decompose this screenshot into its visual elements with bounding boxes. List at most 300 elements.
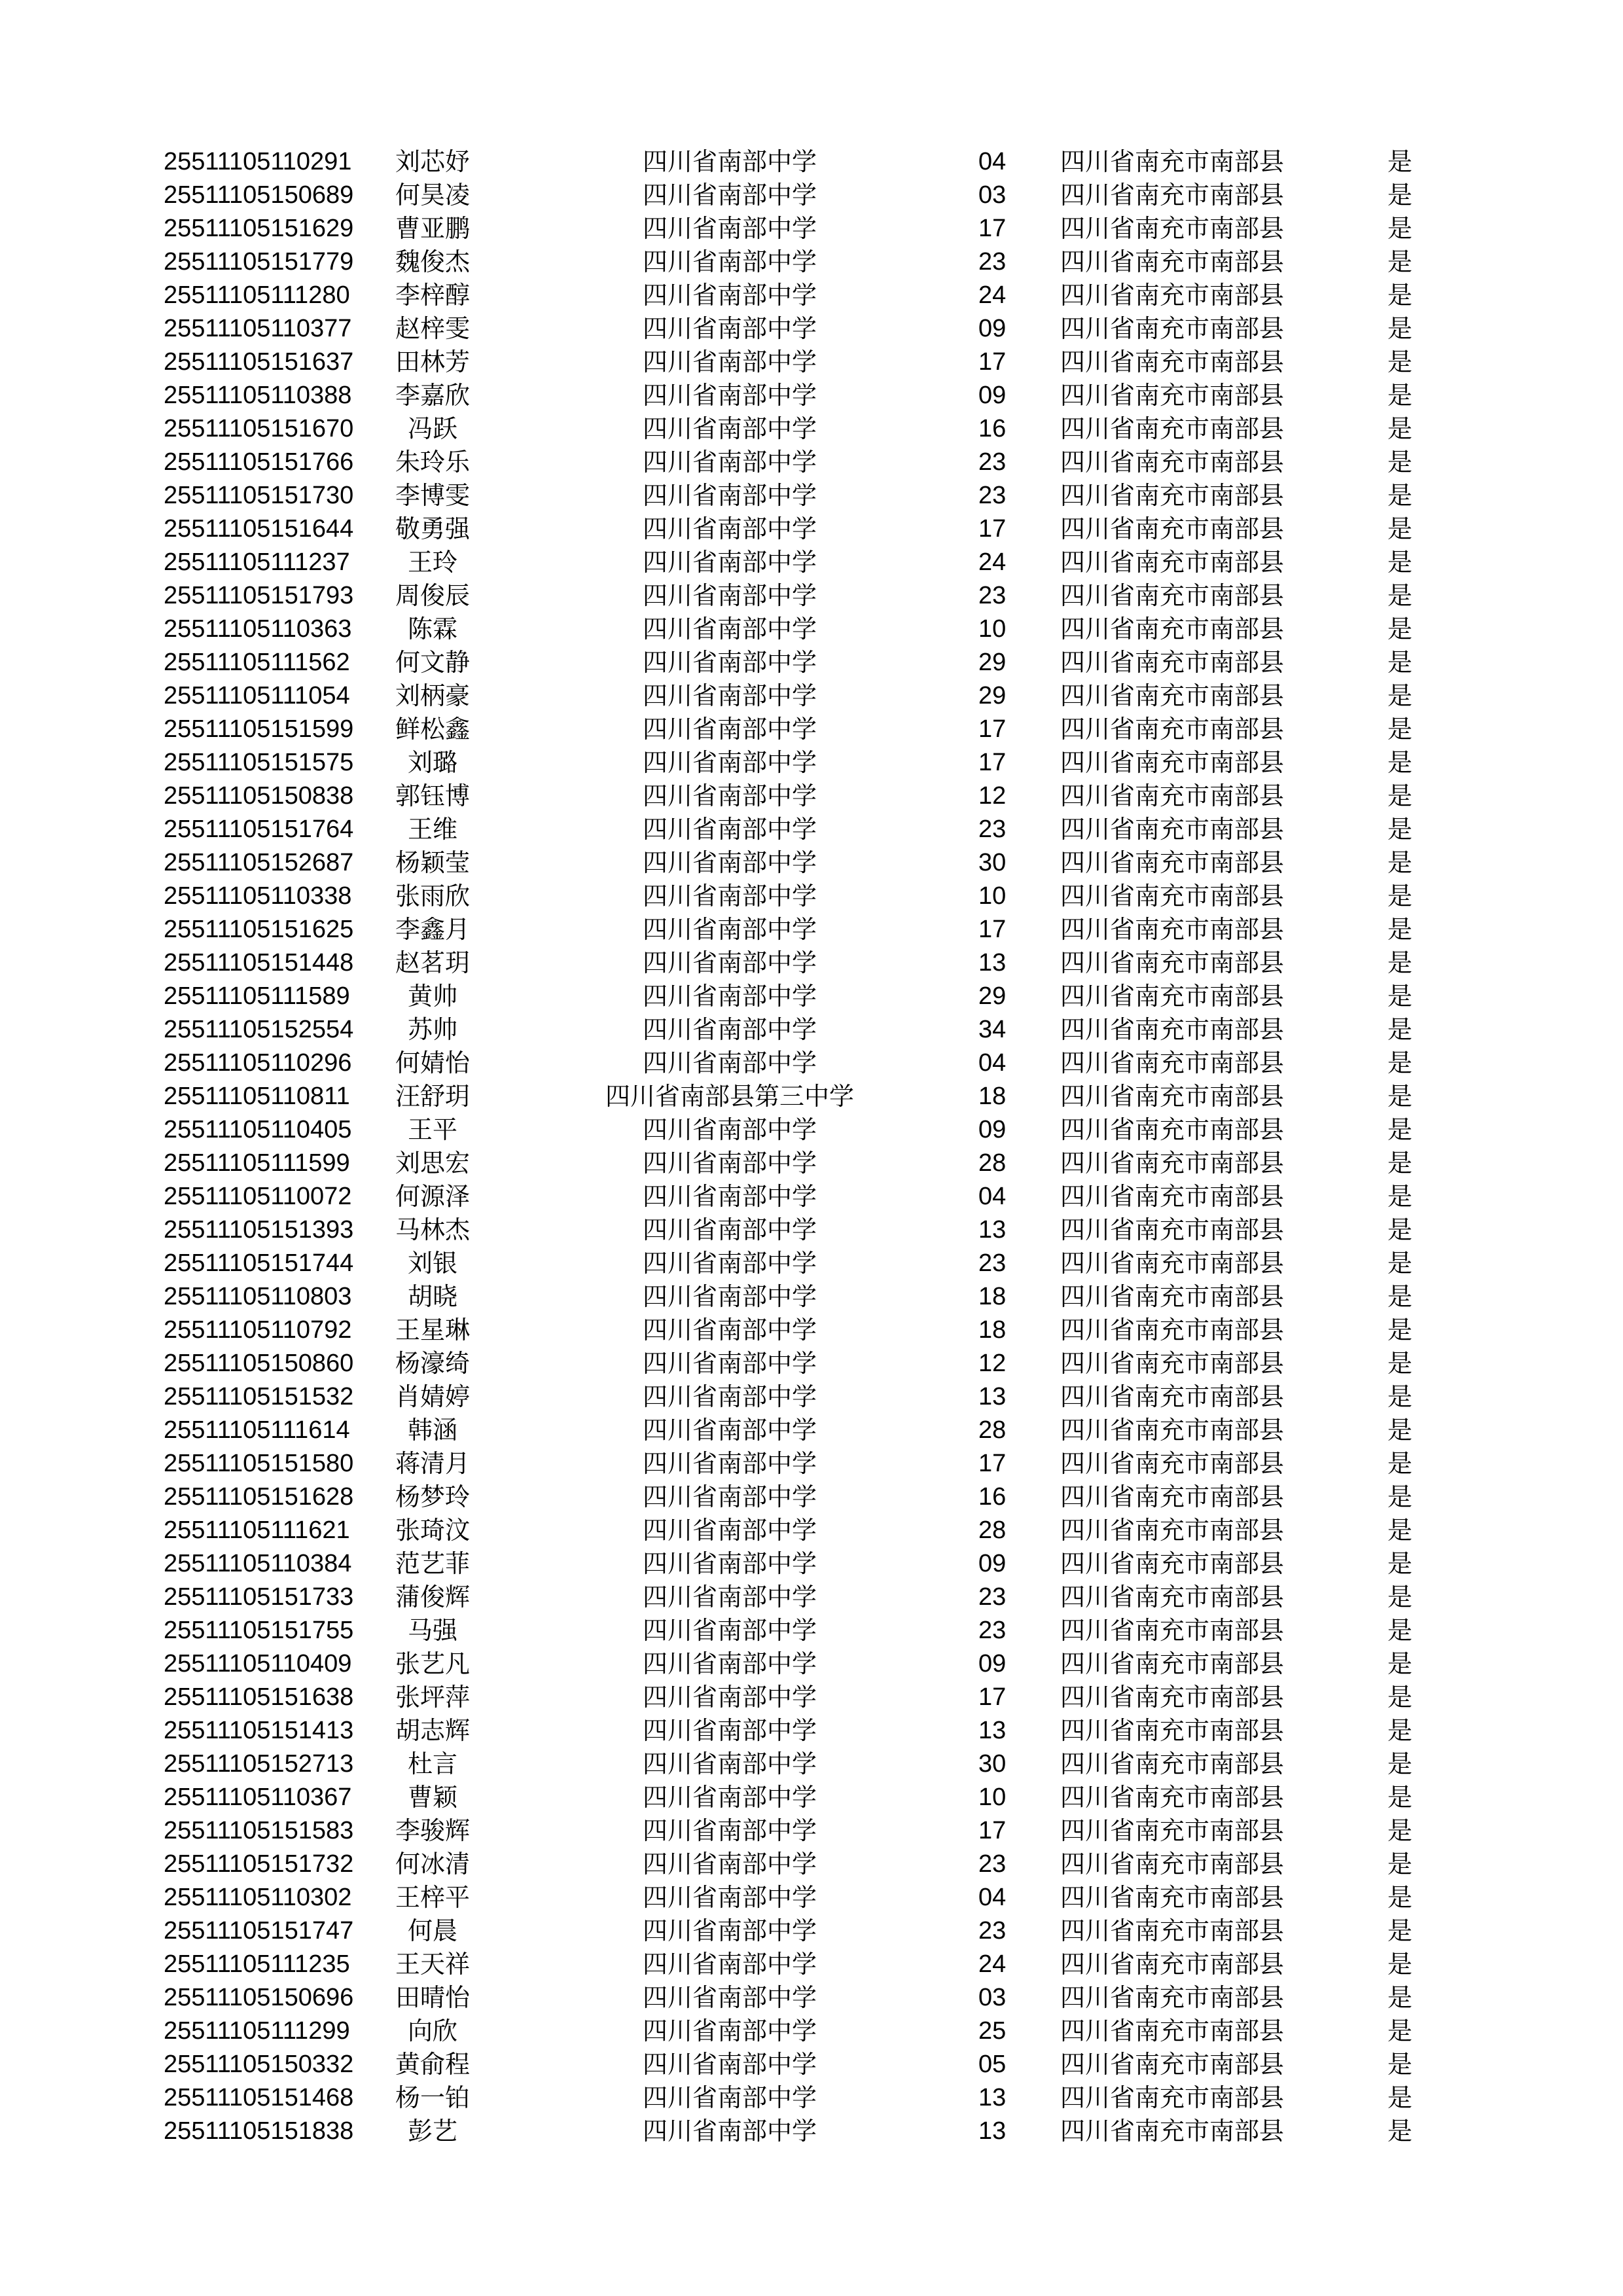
class-number-cell: 18	[978, 1083, 1007, 1110]
exam-number-cell: 25511105110296	[164, 1049, 352, 1077]
school-cell: 四川省南部中学	[642, 514, 817, 543]
table-row	[164, 179, 1446, 212]
table-row	[164, 1681, 1446, 1714]
exam-number-cell: 25511105150860	[164, 1350, 354, 1377]
region-cell: 四川省南充市南部县	[1060, 1416, 1285, 1444]
student-name-cell: 刘银	[407, 1249, 457, 1278]
region-cell: 四川省南充市南部县	[1060, 1850, 1285, 1878]
class-number-cell: 09	[978, 382, 1007, 409]
table-row	[164, 1213, 1446, 1247]
region-cell: 四川省南充市南部县	[1060, 748, 1285, 777]
exam-number-cell: 25511105111237	[164, 548, 350, 576]
exam-number-cell: 25511105111280	[164, 281, 350, 309]
student-name-cell: 杨颖莹	[395, 848, 470, 877]
exam-number-cell: 25511105150689	[164, 181, 354, 209]
class-number-cell: 17	[978, 515, 1007, 543]
school-cell: 四川省南部中学	[642, 314, 817, 343]
status-flag-cell: 是	[1387, 214, 1413, 243]
region-cell: 四川省南充市南部县	[1060, 1049, 1285, 1077]
exam-number-cell: 25511105151599	[164, 715, 354, 743]
exam-number-cell: 25511105152554	[164, 1016, 354, 1043]
student-name-cell: 王维	[407, 815, 457, 844]
school-cell: 四川省南部中学	[642, 1049, 817, 1077]
student-name-cell: 赵梓雯	[395, 314, 470, 343]
status-flag-cell: 是	[1387, 848, 1413, 877]
school-cell: 四川省南部中学	[642, 1716, 817, 1745]
school-cell: 四川省南部中学	[642, 915, 817, 944]
status-flag-cell: 是	[1387, 1149, 1413, 1177]
exam-number-cell: 25511105110811	[164, 1083, 350, 1110]
table-row	[164, 379, 1446, 412]
table-row	[164, 245, 1446, 279]
student-name-cell: 朱玲乐	[395, 448, 470, 476]
region-cell: 四川省南充市南部县	[1060, 448, 1285, 476]
region-cell: 四川省南充市南部县	[1060, 681, 1285, 710]
table-row	[164, 346, 1446, 379]
region-cell: 四川省南充市南部县	[1060, 1883, 1285, 1912]
student-name-cell: 陈霖	[407, 615, 457, 643]
status-flag-cell: 是	[1387, 1950, 1413, 1979]
class-number-cell: 23	[978, 1249, 1007, 1277]
region-cell: 四川省南充市南部县	[1060, 1549, 1285, 1578]
table-row	[164, 1247, 1446, 1280]
class-number-cell: 05	[978, 2051, 1007, 2078]
region-cell: 四川省南充市南部县	[1060, 1316, 1285, 1344]
status-flag-cell: 是	[1387, 1616, 1413, 1645]
status-flag-cell: 是	[1387, 1649, 1413, 1678]
region-cell: 四川省南充市南部县	[1060, 948, 1285, 977]
status-flag-cell: 是	[1387, 1349, 1413, 1378]
region-cell: 四川省南充市南部县	[1060, 715, 1285, 744]
table-row	[164, 1013, 1446, 1047]
class-number-cell: 23	[978, 1583, 1007, 1611]
class-number-cell: 12	[978, 1350, 1007, 1377]
status-flag-cell: 是	[1387, 147, 1413, 176]
student-name-cell: 王星琳	[395, 1316, 470, 1344]
school-cell: 四川省南部中学	[642, 247, 817, 276]
class-number-cell: 17	[978, 916, 1007, 943]
region-cell: 四川省南充市南部县	[1060, 1482, 1285, 1511]
region-cell: 四川省南充市南部县	[1060, 1182, 1285, 1211]
class-number-cell: 17	[978, 1450, 1007, 1477]
school-cell: 四川省南部中学	[642, 1249, 817, 1278]
region-cell: 四川省南充市南部县	[1060, 2050, 1285, 2079]
status-flag-cell: 是	[1387, 1049, 1413, 1077]
student-name-cell: 鲜松鑫	[395, 715, 470, 744]
student-name-cell: 赵茗玥	[395, 948, 470, 977]
region-cell: 四川省南充市南部县	[1060, 1249, 1285, 1278]
table-row	[164, 579, 1446, 613]
region-cell: 四川省南充市南部县	[1060, 214, 1285, 243]
school-cell: 四川省南部中学	[642, 1149, 817, 1177]
exam-number-cell: 25511105111235	[164, 1950, 350, 1978]
table-row	[164, 1781, 1446, 1814]
table-row	[164, 613, 1446, 646]
region-cell: 四川省南充市南部县	[1060, 1649, 1285, 1678]
status-flag-cell: 是	[1387, 247, 1413, 276]
exam-number-cell: 25511105110384	[164, 1550, 352, 1577]
student-name-cell: 张雨欣	[395, 882, 470, 910]
table-row	[164, 1814, 1446, 1848]
class-number-cell: 13	[978, 1717, 1007, 1744]
class-number-cell: 30	[978, 849, 1007, 876]
school-cell: 四川省南部中学	[642, 748, 817, 777]
student-name-cell: 张艺凡	[395, 1649, 470, 1678]
region-cell: 四川省南充市南部县	[1060, 481, 1285, 510]
table-row	[164, 813, 1446, 846]
status-flag-cell: 是	[1387, 1316, 1413, 1344]
class-number-cell: 17	[978, 715, 1007, 743]
school-cell: 四川省南部中学	[642, 1215, 817, 1244]
student-name-cell: 李嘉欣	[395, 381, 470, 410]
table-row	[164, 880, 1446, 913]
student-name-cell: 苏帅	[407, 1015, 457, 1044]
exam-number-cell: 25511105111054	[164, 682, 350, 709]
exam-number-cell: 25511105151838	[164, 2117, 354, 2145]
exam-number-cell: 25511105152713	[164, 1750, 354, 1778]
exam-number-cell: 25511105110377	[164, 315, 352, 342]
student-name-cell: 蒋清月	[395, 1449, 470, 1478]
exam-number-cell: 25511105110072	[164, 1183, 352, 1210]
class-number-cell: 29	[978, 682, 1007, 709]
region-cell: 四川省南充市南部县	[1060, 1149, 1285, 1177]
class-number-cell: 09	[978, 1650, 1007, 1677]
class-number-cell: 04	[978, 1049, 1007, 1077]
school-cell: 四川省南部中学	[642, 1749, 817, 1778]
student-name-cell: 李梓醇	[395, 281, 470, 310]
exam-number-cell: 25511105151766	[164, 448, 354, 476]
school-cell: 四川省南部中学	[642, 448, 817, 476]
class-number-cell: 04	[978, 1183, 1007, 1210]
table-row	[164, 446, 1446, 479]
class-number-cell: 23	[978, 448, 1007, 476]
table-row	[164, 1113, 1446, 1147]
status-flag-cell: 是	[1387, 1850, 1413, 1878]
class-number-cell: 12	[978, 782, 1007, 810]
exam-number-cell: 25511105151583	[164, 1817, 354, 1844]
region-cell: 四川省南充市南部县	[1060, 1716, 1285, 1745]
student-name-cell: 田晴怡	[395, 1983, 470, 2012]
table-row	[164, 946, 1446, 980]
region-cell: 四川省南充市南部县	[1060, 1449, 1285, 1478]
status-flag-cell: 是	[1387, 1716, 1413, 1745]
status-flag-cell: 是	[1387, 581, 1413, 610]
status-flag-cell: 是	[1387, 1382, 1413, 1411]
table-row	[164, 1447, 1446, 1480]
status-flag-cell: 是	[1387, 548, 1413, 577]
school-cell: 四川省南部县第三中学	[605, 1082, 854, 1111]
region-cell: 四川省南充市南部县	[1060, 247, 1285, 276]
table-row	[164, 646, 1446, 679]
student-name-cell: 李骏辉	[395, 1816, 470, 1845]
table-row	[164, 1547, 1446, 1581]
table-row	[164, 1047, 1446, 1080]
region-cell: 四川省南充市南部县	[1060, 1516, 1285, 1545]
table-row	[164, 1080, 1446, 1113]
class-number-cell: 13	[978, 1383, 1007, 1410]
student-name-cell: 郭钰博	[395, 781, 470, 810]
status-flag-cell: 是	[1387, 381, 1413, 410]
exam-number-cell: 25511105151580	[164, 1450, 354, 1477]
student-name-cell: 何晨	[407, 1916, 457, 1945]
school-cell: 四川省南部中学	[642, 281, 817, 310]
region-cell: 四川省南充市南部县	[1060, 381, 1285, 410]
class-number-cell: 13	[978, 949, 1007, 977]
school-cell: 四川省南部中学	[642, 781, 817, 810]
exam-number-cell: 25511105151730	[164, 482, 354, 509]
exam-number-cell: 25511105110803	[164, 1283, 352, 1310]
class-number-cell: 17	[978, 348, 1007, 376]
status-flag-cell: 是	[1387, 1416, 1413, 1444]
school-cell: 四川省南部中学	[642, 414, 817, 443]
school-cell: 四川省南部中学	[642, 615, 817, 643]
class-number-cell: 13	[978, 2084, 1007, 2111]
school-cell: 四川省南部中学	[642, 548, 817, 577]
exam-number-cell: 25511105111562	[164, 649, 350, 676]
status-flag-cell: 是	[1387, 748, 1413, 777]
student-name-cell: 马强	[407, 1616, 457, 1645]
region-cell: 四川省南充市南部县	[1060, 1616, 1285, 1645]
region-cell: 四川省南充市南部县	[1060, 281, 1285, 310]
school-cell: 四川省南部中学	[642, 2117, 817, 2145]
region-cell: 四川省南充市南部县	[1060, 1282, 1285, 1311]
status-flag-cell: 是	[1387, 1983, 1413, 2012]
class-number-cell: 28	[978, 1516, 1007, 1544]
status-flag-cell: 是	[1387, 1916, 1413, 1945]
student-name-cell: 刘芯妤	[395, 147, 470, 176]
class-number-cell: 09	[978, 1550, 1007, 1577]
student-name-cell: 胡晓	[407, 1282, 457, 1311]
exam-number-cell: 25511105151532	[164, 1383, 354, 1410]
school-cell: 四川省南部中学	[642, 1282, 817, 1311]
table-row	[164, 512, 1446, 546]
student-name-cell: 何文静	[395, 648, 470, 677]
student-name-cell: 王玲	[407, 548, 457, 577]
table-row	[164, 1581, 1446, 1614]
region-cell: 四川省南充市南部县	[1060, 1816, 1285, 1845]
school-cell: 四川省南部中学	[642, 1349, 817, 1378]
student-name-cell: 曹亚鹏	[395, 214, 470, 243]
school-cell: 四川省南部中学	[642, 481, 817, 510]
region-cell: 四川省南充市南部县	[1060, 1349, 1285, 1378]
school-cell: 四川省南部中学	[642, 348, 817, 376]
class-number-cell: 29	[978, 982, 1007, 1010]
class-number-cell: 17	[978, 1817, 1007, 1844]
class-number-cell: 03	[978, 1984, 1007, 2011]
student-name-cell: 彭艺	[407, 2117, 457, 2145]
school-cell: 四川省南部中学	[642, 1649, 817, 1678]
status-flag-cell: 是	[1387, 948, 1413, 977]
table-row	[164, 746, 1446, 780]
table-row	[164, 1914, 1446, 1948]
table-row	[164, 279, 1446, 312]
student-name-cell: 田林芳	[395, 348, 470, 376]
class-number-cell: 23	[978, 1850, 1007, 1878]
student-name-cell: 敬勇强	[395, 514, 470, 543]
student-name-cell: 杜言	[407, 1749, 457, 1778]
table-row	[164, 1414, 1446, 1447]
status-flag-cell: 是	[1387, 481, 1413, 510]
class-number-cell: 24	[978, 281, 1007, 309]
school-cell: 四川省南部中学	[642, 848, 817, 877]
table-row	[164, 2048, 1446, 2081]
status-flag-cell: 是	[1387, 781, 1413, 810]
table-row	[164, 713, 1446, 746]
student-name-cell: 黄俞程	[395, 2050, 470, 2079]
region-cell: 四川省南充市南部县	[1060, 147, 1285, 176]
school-cell: 四川省南部中学	[642, 815, 817, 844]
status-flag-cell: 是	[1387, 715, 1413, 744]
region-cell: 四川省南充市南部县	[1060, 915, 1285, 944]
region-cell: 四川省南充市南部县	[1060, 1382, 1285, 1411]
exam-number-cell: 25511105151755	[164, 1617, 354, 1644]
region-cell: 四川省南充市南部县	[1060, 615, 1285, 643]
school-cell: 四川省南部中学	[642, 982, 817, 1011]
student-name-cell: 马林杰	[395, 1215, 470, 1244]
region-cell: 四川省南充市南部县	[1060, 1783, 1285, 1812]
exam-number-cell: 25511105110388	[164, 382, 352, 409]
student-name-cell: 胡志辉	[395, 1716, 470, 1745]
exam-number-cell: 25511105110363	[164, 615, 352, 643]
student-name-cell: 刘柄豪	[395, 681, 470, 710]
table-row	[164, 1614, 1446, 1647]
class-number-cell: 18	[978, 1316, 1007, 1344]
school-cell: 四川省南部中学	[642, 1015, 817, 1044]
school-cell: 四川省南部中学	[642, 1549, 817, 1578]
class-number-cell: 16	[978, 1483, 1007, 1511]
status-flag-cell: 是	[1387, 1683, 1413, 1712]
exam-number-cell: 25511105110302	[164, 1884, 352, 1911]
class-number-cell: 23	[978, 248, 1007, 276]
school-cell: 四川省南部中学	[642, 681, 817, 710]
exam-number-cell: 25511105151448	[164, 949, 354, 977]
student-name-cell: 何冰清	[395, 1850, 470, 1878]
region-cell: 四川省南充市南部县	[1060, 781, 1285, 810]
class-number-cell: 29	[978, 649, 1007, 676]
exam-number-cell: 25511105110291	[164, 148, 352, 175]
status-flag-cell: 是	[1387, 2083, 1413, 2112]
status-flag-cell: 是	[1387, 314, 1413, 343]
school-cell: 四川省南部中学	[642, 214, 817, 243]
table-row	[164, 1280, 1446, 1314]
class-number-cell: 23	[978, 1917, 1007, 1945]
class-number-cell: 09	[978, 1116, 1007, 1143]
student-name-cell: 何源泽	[395, 1182, 470, 1211]
status-flag-cell: 是	[1387, 1282, 1413, 1311]
student-name-cell: 张琦汶	[395, 1516, 470, 1545]
region-cell: 四川省南充市南部县	[1060, 815, 1285, 844]
student-name-cell: 王平	[407, 1115, 457, 1144]
status-flag-cell: 是	[1387, 681, 1413, 710]
status-flag-cell: 是	[1387, 1182, 1413, 1211]
school-cell: 四川省南部中学	[642, 882, 817, 910]
class-number-cell: 04	[978, 148, 1007, 175]
exam-number-cell: 25511105151732	[164, 1850, 354, 1878]
status-flag-cell: 是	[1387, 1516, 1413, 1545]
status-flag-cell: 是	[1387, 1783, 1413, 1812]
student-name-cell: 向欣	[407, 2017, 457, 2045]
exam-number-cell: 25511105110367	[164, 1784, 352, 1811]
student-name-cell: 何婧怡	[395, 1049, 470, 1077]
school-cell: 四川省南部中学	[642, 1382, 817, 1411]
school-cell: 四川省南部中学	[642, 1683, 817, 1712]
table-row	[164, 412, 1446, 446]
exam-number-cell: 25511105110409	[164, 1650, 352, 1677]
table-row	[164, 1314, 1446, 1347]
table-row	[164, 1748, 1446, 1781]
status-flag-cell: 是	[1387, 648, 1413, 677]
table-row	[164, 846, 1446, 880]
status-flag-cell: 是	[1387, 2050, 1413, 2079]
school-cell: 四川省南部中学	[642, 1416, 817, 1444]
exam-number-cell: 25511105111299	[164, 2017, 350, 2045]
region-cell: 四川省南充市南部县	[1060, 1950, 1285, 1979]
school-cell: 四川省南部中学	[642, 2017, 817, 2045]
exam-number-cell: 25511105111614	[164, 1416, 350, 1444]
status-flag-cell: 是	[1387, 1883, 1413, 1912]
exam-number-cell: 25511105151629	[164, 215, 354, 242]
region-cell: 四川省南充市南部县	[1060, 1215, 1285, 1244]
table-row	[164, 2081, 1446, 2115]
region-cell: 四川省南充市南部县	[1060, 1015, 1285, 1044]
table-row	[164, 312, 1446, 346]
status-flag-cell: 是	[1387, 1749, 1413, 1778]
class-number-cell: 10	[978, 615, 1007, 643]
class-number-cell: 13	[978, 2117, 1007, 2145]
exam-number-cell: 25511105151413	[164, 1717, 354, 1744]
class-number-cell: 30	[978, 1750, 1007, 1778]
school-cell: 四川省南部中学	[642, 1316, 817, 1344]
exam-number-cell: 25511105151764	[164, 816, 354, 843]
exam-number-cell: 25511105150332	[164, 2051, 354, 2078]
class-number-cell: 16	[978, 415, 1007, 442]
status-flag-cell: 是	[1387, 1583, 1413, 1611]
exam-number-cell: 25511105151747	[164, 1917, 354, 1945]
status-flag-cell: 是	[1387, 448, 1413, 476]
table-row	[164, 1147, 1446, 1180]
student-name-cell: 杨濠绮	[395, 1349, 470, 1378]
status-flag-cell: 是	[1387, 982, 1413, 1011]
status-flag-cell: 是	[1387, 2017, 1413, 2045]
class-number-cell: 23	[978, 482, 1007, 509]
school-cell: 四川省南部中学	[642, 1449, 817, 1478]
region-cell: 四川省南充市南部县	[1060, 1583, 1285, 1611]
school-cell: 四川省南部中学	[642, 1482, 817, 1511]
status-flag-cell: 是	[1387, 1115, 1413, 1144]
school-cell: 四川省南部中学	[642, 1983, 817, 2012]
status-flag-cell: 是	[1387, 615, 1413, 643]
class-number-cell: 09	[978, 315, 1007, 342]
status-flag-cell: 是	[1387, 281, 1413, 310]
exam-number-cell: 25511105111599	[164, 1149, 350, 1177]
region-cell: 四川省南充市南部县	[1060, 1683, 1285, 1712]
exam-number-cell: 25511105151393	[164, 1216, 354, 1244]
school-cell: 四川省南部中学	[642, 1783, 817, 1812]
status-flag-cell: 是	[1387, 1015, 1413, 1044]
region-cell: 四川省南充市南部县	[1060, 548, 1285, 577]
student-name-cell: 范艺菲	[395, 1549, 470, 1578]
table-row	[164, 145, 1446, 179]
status-flag-cell: 是	[1387, 1449, 1413, 1478]
school-cell: 四川省南部中学	[642, 1916, 817, 1945]
school-cell: 四川省南部中学	[642, 1583, 817, 1611]
status-flag-cell: 是	[1387, 915, 1413, 944]
region-cell: 四川省南充市南部县	[1060, 314, 1285, 343]
school-cell: 四川省南部中学	[642, 1616, 817, 1645]
status-flag-cell: 是	[1387, 815, 1413, 844]
school-cell: 四川省南部中学	[642, 715, 817, 744]
status-flag-cell: 是	[1387, 2117, 1413, 2145]
